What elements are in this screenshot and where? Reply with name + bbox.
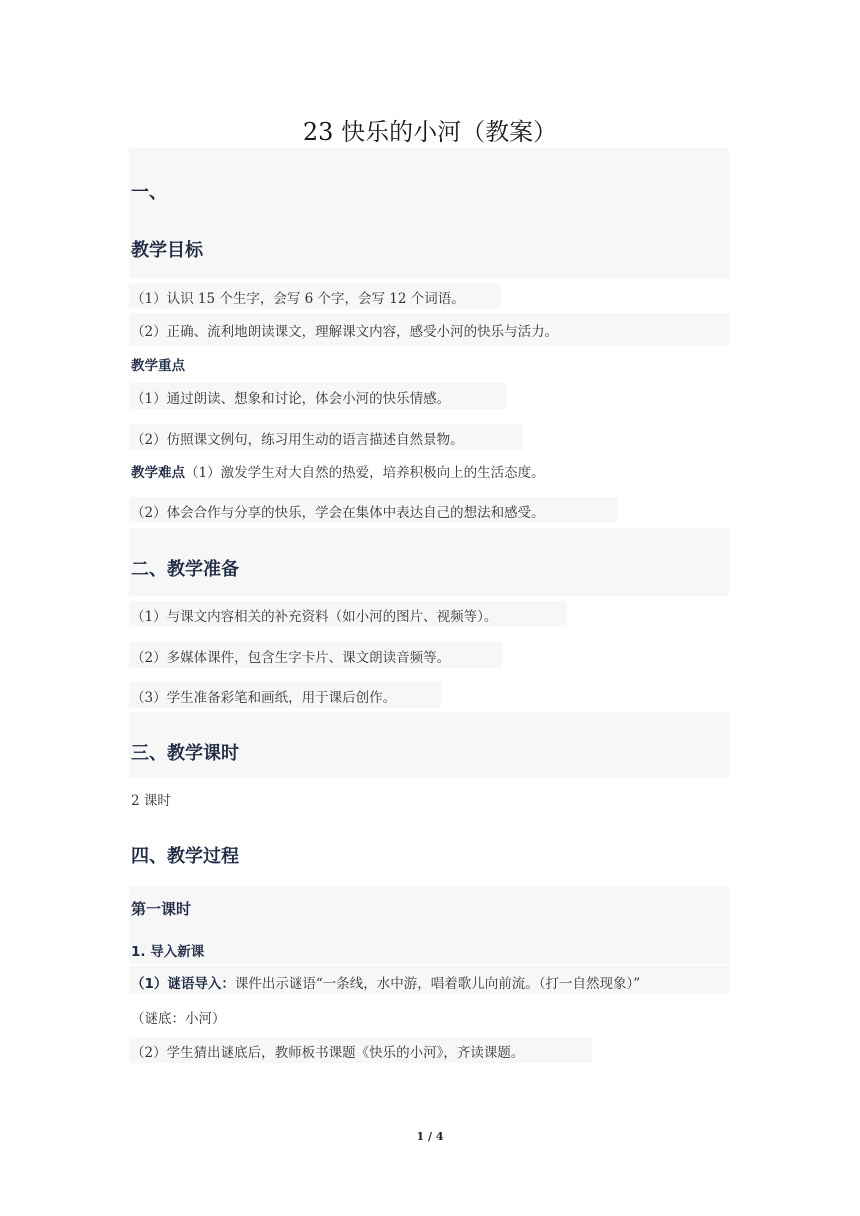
riddle-answer: （谜底：小河） — [131, 1011, 226, 1027]
section-1-heading: 教学目标 — [131, 240, 203, 261]
lesson-1-heading: 第一课时 — [131, 900, 192, 918]
key-points-heading: 教学重点 — [131, 358, 185, 374]
riddle-line — [131, 972, 640, 992]
section-4-heading: 四、教学过程 — [131, 846, 239, 867]
preparation-3: （3）学生准备彩笔和画纸，用于课后创作。 — [131, 690, 397, 706]
section-2-heading: 二、教学准备 — [131, 559, 239, 580]
section-3-heading: 三、教学课时 — [131, 743, 239, 764]
shade-block — [129, 886, 729, 964]
riddle-text: 课件出示谜语“一条线，水中游，唱着歌儿向前流。（打一自然现象）” — [234, 976, 641, 992]
section-1-number: 一、 — [131, 182, 167, 203]
difficulty-line-1 — [131, 461, 545, 481]
objective-2: （2）正确、流利地朗读课文，理解课文内容，感受小河的快乐与活力。 — [131, 324, 559, 340]
key-point-2: （2）仿照课文例句，练习用生动的语言描述自然景物。 — [131, 432, 464, 448]
difficulty-1: （1）激发学生对大自然的热爱，培养积极向上的生活态度。 — [185, 465, 545, 481]
difficulty-2: （2）体会合作与分享的快乐，学会在集体中表达自己的想法和感受。 — [131, 505, 545, 521]
document-title: 23 快乐的小河（教案） — [302, 118, 558, 146]
shade-block — [129, 148, 729, 278]
preparation-1: （1）与课文内容相关的补充资料（如小河的图片、视频等）。 — [131, 609, 498, 625]
difficulty-heading: 教学难点 — [131, 465, 185, 481]
step-1-heading: 1. 导入新课 — [131, 944, 205, 960]
objective-1: （1）认识 15 个生字，会写 6 个字，会写 12 个词语。 — [131, 291, 465, 307]
step-1-item-2: （2）学生猜出谜底后，教师板书课题《快乐的小河》，齐读课题。 — [131, 1045, 525, 1061]
key-point-1: （1）通过朗读、想象和讨论，体会小河的快乐情感。 — [131, 391, 451, 407]
preparation-2: （2）多媒体课件，包含生字卡片、课文朗读音频等。 — [131, 650, 451, 666]
riddle-label: （1）谜语导入： — [131, 976, 235, 992]
page-number: 1 / 4 — [416, 1130, 444, 1143]
class-hours: 2 课时 — [131, 793, 171, 809]
